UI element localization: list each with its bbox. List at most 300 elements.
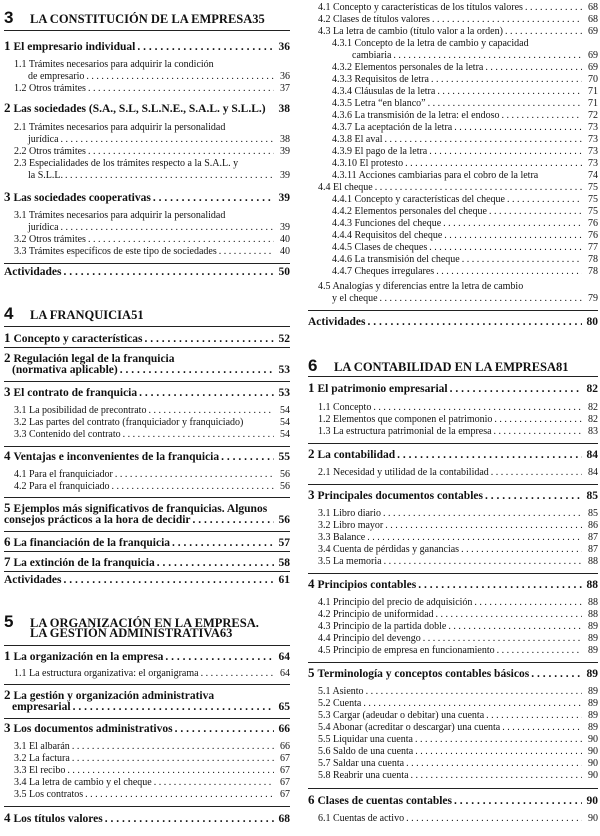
page-number: 86	[588, 520, 598, 531]
dot-leader	[86, 71, 274, 82]
entry-title: 2.1 Trámites necesarios para adquirir la personalidad	[14, 122, 226, 133]
toc-entry[interactable]	[308, 194, 598, 205]
toc-entry[interactable]	[4, 720, 290, 736]
page-number: 66	[278, 723, 290, 735]
page-number: 69	[588, 26, 598, 37]
entry-title: 5.3 Cargar (adeudar o debitar) una cuenta	[318, 710, 485, 721]
toc-entry[interactable]	[308, 487, 598, 503]
toc-entry[interactable]	[4, 234, 290, 245]
section-number: 1	[4, 38, 11, 53]
toc-entry[interactable]	[308, 158, 598, 169]
dot-leader	[61, 222, 274, 233]
section-number: 3	[4, 720, 11, 735]
chapter-rule	[4, 645, 290, 646]
entry-title: 3.5 Los contratos	[14, 789, 84, 800]
toc-entry[interactable]	[308, 544, 598, 555]
toc-entry[interactable]	[308, 710, 598, 721]
page-number: 50	[278, 266, 290, 278]
page-number: 76	[588, 230, 598, 241]
dot-leader	[436, 266, 582, 277]
page-number: 83	[588, 426, 598, 437]
page-number: 81	[556, 360, 569, 374]
toc-entry[interactable]	[4, 753, 290, 764]
toc-entry[interactable]	[308, 792, 598, 808]
section-rule	[308, 310, 598, 311]
toc-entry[interactable]	[4, 554, 290, 570]
entry-title: 4.3.1 Concepto de la letra de cambio y capacidad	[332, 38, 529, 49]
section-number: 7	[4, 554, 11, 569]
page-number: 90	[588, 813, 598, 824]
dot-leader	[88, 146, 274, 157]
dot-leader	[72, 753, 274, 764]
toc-entry[interactable]	[308, 134, 598, 145]
page-number: 65	[278, 701, 290, 713]
toc-entry[interactable]	[308, 182, 598, 193]
page-number: 89	[588, 686, 598, 697]
page-number: 54	[280, 405, 290, 416]
toc-entry[interactable]	[4, 648, 290, 664]
entry-title: 3.3 Balance	[318, 532, 366, 543]
entry-title: 1.2 Otros trámites	[14, 83, 86, 94]
toc-entry[interactable]	[4, 246, 290, 257]
toc-entry-continued[interactable]	[4, 364, 290, 376]
dot-leader	[193, 514, 274, 526]
page-number: 64	[280, 668, 290, 679]
toc-entry[interactable]	[308, 758, 598, 769]
page-number: 40	[280, 234, 290, 245]
dot-leader	[501, 110, 582, 121]
dot-leader	[154, 777, 274, 788]
toc-entry[interactable]	[308, 170, 598, 181]
page-number: 61	[278, 574, 290, 586]
entry-title: 4.3.3 Requisitos de letra	[332, 74, 429, 85]
toc-entry[interactable]	[4, 417, 290, 428]
page-number: 51	[131, 308, 144, 322]
page-number: 39	[278, 192, 290, 204]
dot-leader	[454, 795, 582, 807]
page-number: 74	[588, 170, 598, 181]
dot-leader	[429, 242, 582, 253]
section-rule	[4, 497, 290, 498]
toc-entry[interactable]	[308, 446, 598, 462]
section-rule	[4, 551, 290, 552]
dot-leader	[368, 316, 583, 328]
toc-entry[interactable]	[308, 62, 598, 73]
page-number: 68	[588, 14, 598, 25]
toc-entry[interactable]	[4, 330, 290, 346]
chapter-number: 6	[308, 356, 318, 375]
entry-title: 2.1 Necesidad y utilidad de la contabilidad	[318, 467, 489, 478]
section-number: 4	[4, 448, 11, 463]
toc-entry[interactable]	[308, 218, 598, 229]
dot-leader	[148, 405, 274, 416]
toc-entry[interactable]	[308, 686, 598, 697]
toc-entry[interactable]	[308, 722, 598, 733]
entry-title: 1.1 Concepto	[318, 402, 372, 413]
entry-title: Ventajas e inconvenientes de la franquicia	[13, 451, 220, 463]
toc-entry[interactable]	[308, 665, 598, 681]
entry-title: 4.4.4 Requisitos del cheque	[332, 230, 443, 241]
toc-entry[interactable]	[4, 83, 290, 94]
entry-title: Las sociedades cooperativas	[13, 192, 151, 204]
dot-leader	[406, 813, 582, 824]
chapter-6-heading[interactable]	[308, 356, 598, 376]
toc-entry[interactable]	[308, 110, 598, 121]
section-rule	[4, 347, 290, 348]
section-number: 3	[4, 189, 11, 204]
toc-entry[interactable]	[308, 508, 598, 519]
toc-entry[interactable]	[308, 576, 598, 592]
section-number: 1	[4, 648, 11, 663]
dot-leader	[489, 206, 582, 217]
dot-leader	[491, 467, 582, 478]
toc-entry[interactable]	[4, 189, 290, 205]
dot-leader	[61, 134, 274, 145]
toc-entry[interactable]	[308, 230, 598, 241]
toc-entry[interactable]	[4, 429, 290, 440]
dot-leader	[494, 426, 582, 437]
toc-entry[interactable]	[4, 146, 290, 157]
page-number: 71	[588, 98, 598, 109]
dot-leader	[115, 469, 274, 480]
entry-title: 3.5 La memoria	[318, 556, 382, 567]
chapter-title: LA CONSTITUCIÓN DE LA EMPRESA	[30, 12, 253, 26]
toc-entry[interactable]	[4, 469, 290, 480]
dot-leader	[437, 86, 582, 97]
toc-entry[interactable]	[308, 98, 598, 109]
toc-entry[interactable]	[4, 384, 290, 400]
entry-title: 3.1 La posibilidad de precontrato	[14, 405, 147, 416]
entry-title: Los documentos administrativos	[13, 723, 173, 735]
page-number: 76	[588, 218, 598, 229]
toc-entry[interactable]	[308, 532, 598, 543]
page-number: 70	[588, 74, 598, 85]
page-number: 66	[280, 741, 290, 752]
page-number: 68	[278, 813, 290, 825]
dot-leader	[485, 62, 582, 73]
toc-entry[interactable]	[308, 14, 598, 25]
page-number: 90	[588, 758, 598, 769]
entry-title: 4.4.6 La transmisión del cheque	[332, 254, 460, 265]
page-number: 72	[588, 110, 598, 121]
toc-entry-continued[interactable]	[4, 701, 290, 713]
toc-entry[interactable]	[308, 266, 598, 277]
page-number: 56	[278, 514, 290, 526]
toc-entry[interactable]	[4, 405, 290, 416]
toc-entry[interactable]	[308, 645, 598, 656]
chapter-5-heading-continued[interactable]	[4, 626, 290, 641]
dot-leader	[428, 98, 582, 109]
toc-entry[interactable]	[308, 556, 598, 567]
dot-leader	[157, 557, 274, 569]
toc-entry[interactable]	[308, 2, 598, 13]
entry-title: 4.5 Analogías y diferencias entre la letra de cambio	[318, 281, 524, 292]
page-number: 82	[588, 414, 598, 425]
toc-entry[interactable]	[308, 254, 598, 265]
chapter-number: 3	[4, 8, 14, 27]
toc-entry[interactable]	[4, 481, 290, 492]
toc-entry[interactable]	[308, 520, 598, 531]
page-number: 75	[588, 206, 598, 217]
section-rule	[4, 446, 290, 447]
chapter-3-heading[interactable]	[4, 8, 290, 28]
entry-title: 4.5 Principio de empresa en funcionamiento	[318, 645, 495, 656]
page-number: 36	[280, 71, 290, 82]
chapter-number: 5	[4, 612, 14, 631]
toc-entry[interactable]	[4, 448, 290, 464]
dot-leader	[405, 158, 582, 169]
dot-leader	[429, 146, 582, 157]
toc-entry[interactable]	[308, 122, 598, 133]
toc-entry[interactable]	[4, 210, 290, 221]
toc-entry[interactable]	[4, 100, 290, 116]
entry-title: 5.5 Liquidar una cuenta	[318, 734, 413, 745]
entry-title: 1.3 La estructura patrimonial de la empresa	[318, 426, 492, 437]
toc-entry[interactable]	[4, 534, 290, 550]
entry-title: 5.8 Reabrir una cuenta	[318, 770, 409, 781]
entry-title: Concepto y características	[13, 333, 143, 345]
toc-entry[interactable]	[308, 380, 598, 396]
page-number: 73	[588, 134, 598, 145]
entry-title: 4.1 Para el franquiciador	[14, 469, 113, 480]
toc-entry[interactable]	[308, 206, 598, 217]
toc-entry[interactable]	[308, 281, 598, 292]
dot-leader	[415, 746, 582, 757]
toc-entry[interactable]	[308, 597, 598, 608]
page-number: 38	[278, 103, 290, 115]
dot-leader	[443, 218, 582, 229]
toc-entry[interactable]	[308, 621, 598, 632]
dot-leader	[393, 50, 582, 61]
section-number: 6	[4, 534, 11, 549]
page-number: 67	[280, 765, 290, 776]
page-number: 52	[278, 333, 290, 345]
chapter-4-heading[interactable]	[4, 304, 290, 324]
toc-entry[interactable]	[4, 810, 290, 826]
dot-leader	[366, 686, 582, 697]
entry-title: La gestión y organización administrativa	[13, 690, 215, 702]
section-number: 2	[4, 350, 11, 365]
toc-entry-continued[interactable]	[4, 222, 290, 233]
page-number: 88	[588, 556, 598, 567]
dot-leader	[165, 651, 274, 663]
chapter-title: LA ORGANIZACIÓN EN LA EMPRESA.	[30, 616, 259, 630]
toc-entry[interactable]	[4, 122, 290, 133]
toc-entry[interactable]	[308, 426, 598, 437]
section-number: 3	[4, 384, 11, 399]
page-number: 90	[588, 734, 598, 745]
section-number: 5	[4, 500, 11, 515]
entry-title: Actividades	[308, 316, 366, 328]
entry-title: 5.4 Abonar (acreditar o descargar) una cuenta	[318, 722, 501, 733]
dot-leader	[88, 234, 274, 245]
entry-title: 4.4 Principio del devengo	[318, 633, 421, 644]
dot-leader	[494, 414, 582, 425]
entry-title-cont: consejos prácticos a la hora de decidir	[4, 514, 191, 526]
dot-leader	[525, 2, 582, 13]
entry-title: 1.2 Elementos que componen el patrimonio	[318, 414, 493, 425]
page-number: 53	[278, 364, 290, 376]
toc-entry-continued[interactable]	[4, 514, 290, 526]
dot-leader	[423, 633, 582, 644]
entry-title: Principales documentos contables	[317, 490, 483, 502]
section-number: 1	[308, 380, 315, 395]
dot-leader	[85, 789, 274, 800]
dot-leader	[507, 194, 582, 205]
dot-leader	[385, 134, 582, 145]
toc-entry-activities[interactable]	[308, 316, 598, 328]
dot-leader	[383, 508, 582, 519]
toc-entry[interactable]	[4, 765, 290, 776]
page-number: 89	[588, 645, 598, 656]
entry-title: 4.4.5 Clases de cheques	[332, 242, 428, 253]
toc-entry-activities[interactable]	[4, 574, 290, 586]
toc-entry-activities[interactable]	[4, 266, 290, 278]
toc-entry[interactable]	[308, 146, 598, 157]
page-number: 58	[278, 557, 290, 569]
page-number: 78	[588, 266, 598, 277]
toc-entry[interactable]	[4, 668, 290, 679]
entry-title-cont: (normativa aplicable)	[12, 364, 118, 376]
toc-entry[interactable]	[308, 242, 598, 253]
toc-entry-continued[interactable]	[308, 293, 598, 304]
page-number: 80	[586, 316, 598, 328]
chapter-number: 4	[4, 304, 14, 323]
entry-title-cont: jurídica	[28, 222, 59, 233]
dot-leader	[531, 668, 582, 680]
dot-leader	[64, 574, 275, 586]
toc-entry[interactable]	[4, 789, 290, 800]
toc-entry[interactable]	[4, 59, 290, 70]
page-number: 82	[588, 402, 598, 413]
toc-entry-continued[interactable]	[4, 71, 290, 82]
page-number: 88	[588, 597, 598, 608]
dot-leader	[505, 26, 582, 37]
page-number: 84	[586, 449, 598, 461]
page-number: 77	[588, 242, 598, 253]
entry-title: 4.3.7 La aceptación de la letra	[332, 122, 453, 133]
page-number: 73	[588, 146, 598, 157]
toc-entry[interactable]	[308, 813, 598, 824]
entry-title: 6.1 Cuentas de activo	[318, 813, 405, 824]
toc-entry[interactable]	[308, 770, 598, 781]
dot-leader	[436, 609, 582, 620]
dot-leader	[406, 758, 582, 769]
dot-leader	[431, 74, 582, 85]
toc-entry[interactable]	[4, 741, 290, 752]
entry-title: 4.3.8 El aval	[332, 134, 383, 145]
entry-title: 3.1 Libro diario	[318, 508, 382, 519]
entry-title: La organización en la empresa	[13, 651, 164, 663]
entry-title-cont: y el cheque	[332, 293, 378, 304]
toc-entry[interactable]	[4, 38, 290, 54]
entry-title: 4.3.10 El protesto	[332, 158, 404, 169]
toc-entry-continued[interactable]	[308, 50, 598, 61]
entry-title: 3.1 Trámites necesarios para adquirir la personalidad	[14, 210, 226, 221]
dot-leader	[385, 520, 582, 531]
page-number: 39	[280, 222, 290, 233]
entry-title: 2.2 Otros trámites	[14, 146, 86, 157]
entry-title: 4.2 Principio de uniformidad	[318, 609, 434, 620]
toc-entry[interactable]	[308, 38, 598, 49]
toc-entry[interactable]	[308, 402, 598, 413]
toc-entry[interactable]	[4, 777, 290, 788]
entry-title: El patrimonio empresarial	[317, 383, 448, 395]
page-number: 73	[588, 158, 598, 169]
entry-title: El empresario individual	[13, 41, 136, 53]
page-number: 37	[280, 83, 290, 94]
chapter-title-cont: LA GESTIÓN ADMINISTRATIVA	[30, 626, 220, 640]
section-number: 2	[308, 446, 315, 461]
entry-title: 3.2 Libro mayor	[318, 520, 384, 531]
dot-leader	[88, 83, 274, 94]
toc-entry[interactable]	[308, 467, 598, 478]
dot-leader	[112, 481, 274, 492]
entry-title: 5.7 Saldar una cuenta	[318, 758, 405, 769]
toc-entry[interactable]	[308, 26, 598, 37]
dot-leader	[64, 266, 275, 278]
toc-entry-continued[interactable]	[4, 170, 290, 181]
entry-title: 3.4 La letra de cambio y el cheque	[14, 777, 152, 788]
entry-title: 4.4.1 Concepto y características del cheque	[332, 194, 505, 205]
page-number: 63	[219, 626, 233, 640]
page-number: 85	[586, 490, 598, 502]
page-number: 67	[280, 789, 290, 800]
toc-entry[interactable]	[308, 698, 598, 709]
toc-entry[interactable]	[308, 74, 598, 85]
toc-entry[interactable]	[4, 158, 290, 169]
section-number: 4	[4, 810, 11, 825]
toc-entry[interactable]	[308, 414, 598, 425]
entry-title: 5.2 Cuenta	[318, 698, 362, 709]
entry-title: Terminología y conceptos contables básicos	[317, 668, 530, 680]
dot-leader	[72, 741, 274, 752]
entry-title: 3.3 El recibo	[14, 765, 66, 776]
dot-leader	[454, 122, 582, 133]
entry-title: 3.2 Las partes del contrato (franquiciador y franquiciado)	[14, 417, 244, 428]
toc-entry-continued[interactable]	[4, 134, 290, 145]
section-rule	[308, 484, 598, 485]
chapter-rule	[4, 326, 290, 327]
chapter-rule	[4, 30, 290, 31]
toc-entry[interactable]	[308, 609, 598, 620]
toc-entry[interactable]	[308, 633, 598, 644]
entry-title: 5.6 Saldo de una cuenta	[318, 746, 414, 757]
entry-title: Regulación legal de la franquicia	[13, 353, 175, 365]
entry-title: 1.1 La estructura organizativa: el organigrama	[14, 668, 199, 679]
page-number: 90	[588, 770, 598, 781]
entry-title: 3.4 Cuenta de pérdidas y ganancias	[318, 544, 460, 555]
page-number: 85	[588, 508, 598, 519]
section-rule	[308, 662, 598, 663]
toc-entry[interactable]	[308, 734, 598, 745]
dot-leader	[139, 387, 274, 399]
entry-title: 4.3 Principio de la partida doble	[318, 621, 447, 632]
page-number: 67	[280, 777, 290, 788]
entry-title: 3.2 Otros trámites	[14, 234, 86, 245]
dot-leader	[384, 556, 582, 567]
page-number: 73	[588, 122, 598, 133]
section-rule	[308, 573, 598, 574]
dot-leader	[153, 192, 274, 204]
page-number: 89	[588, 710, 598, 721]
toc-entry[interactable]	[308, 746, 598, 757]
dot-leader	[105, 813, 274, 825]
chapter-title: LA CONTABILIDAD EN LA EMPRESA	[334, 360, 557, 374]
dot-leader	[397, 449, 582, 461]
page-number: 82	[586, 383, 598, 395]
toc-entry[interactable]	[308, 86, 598, 97]
